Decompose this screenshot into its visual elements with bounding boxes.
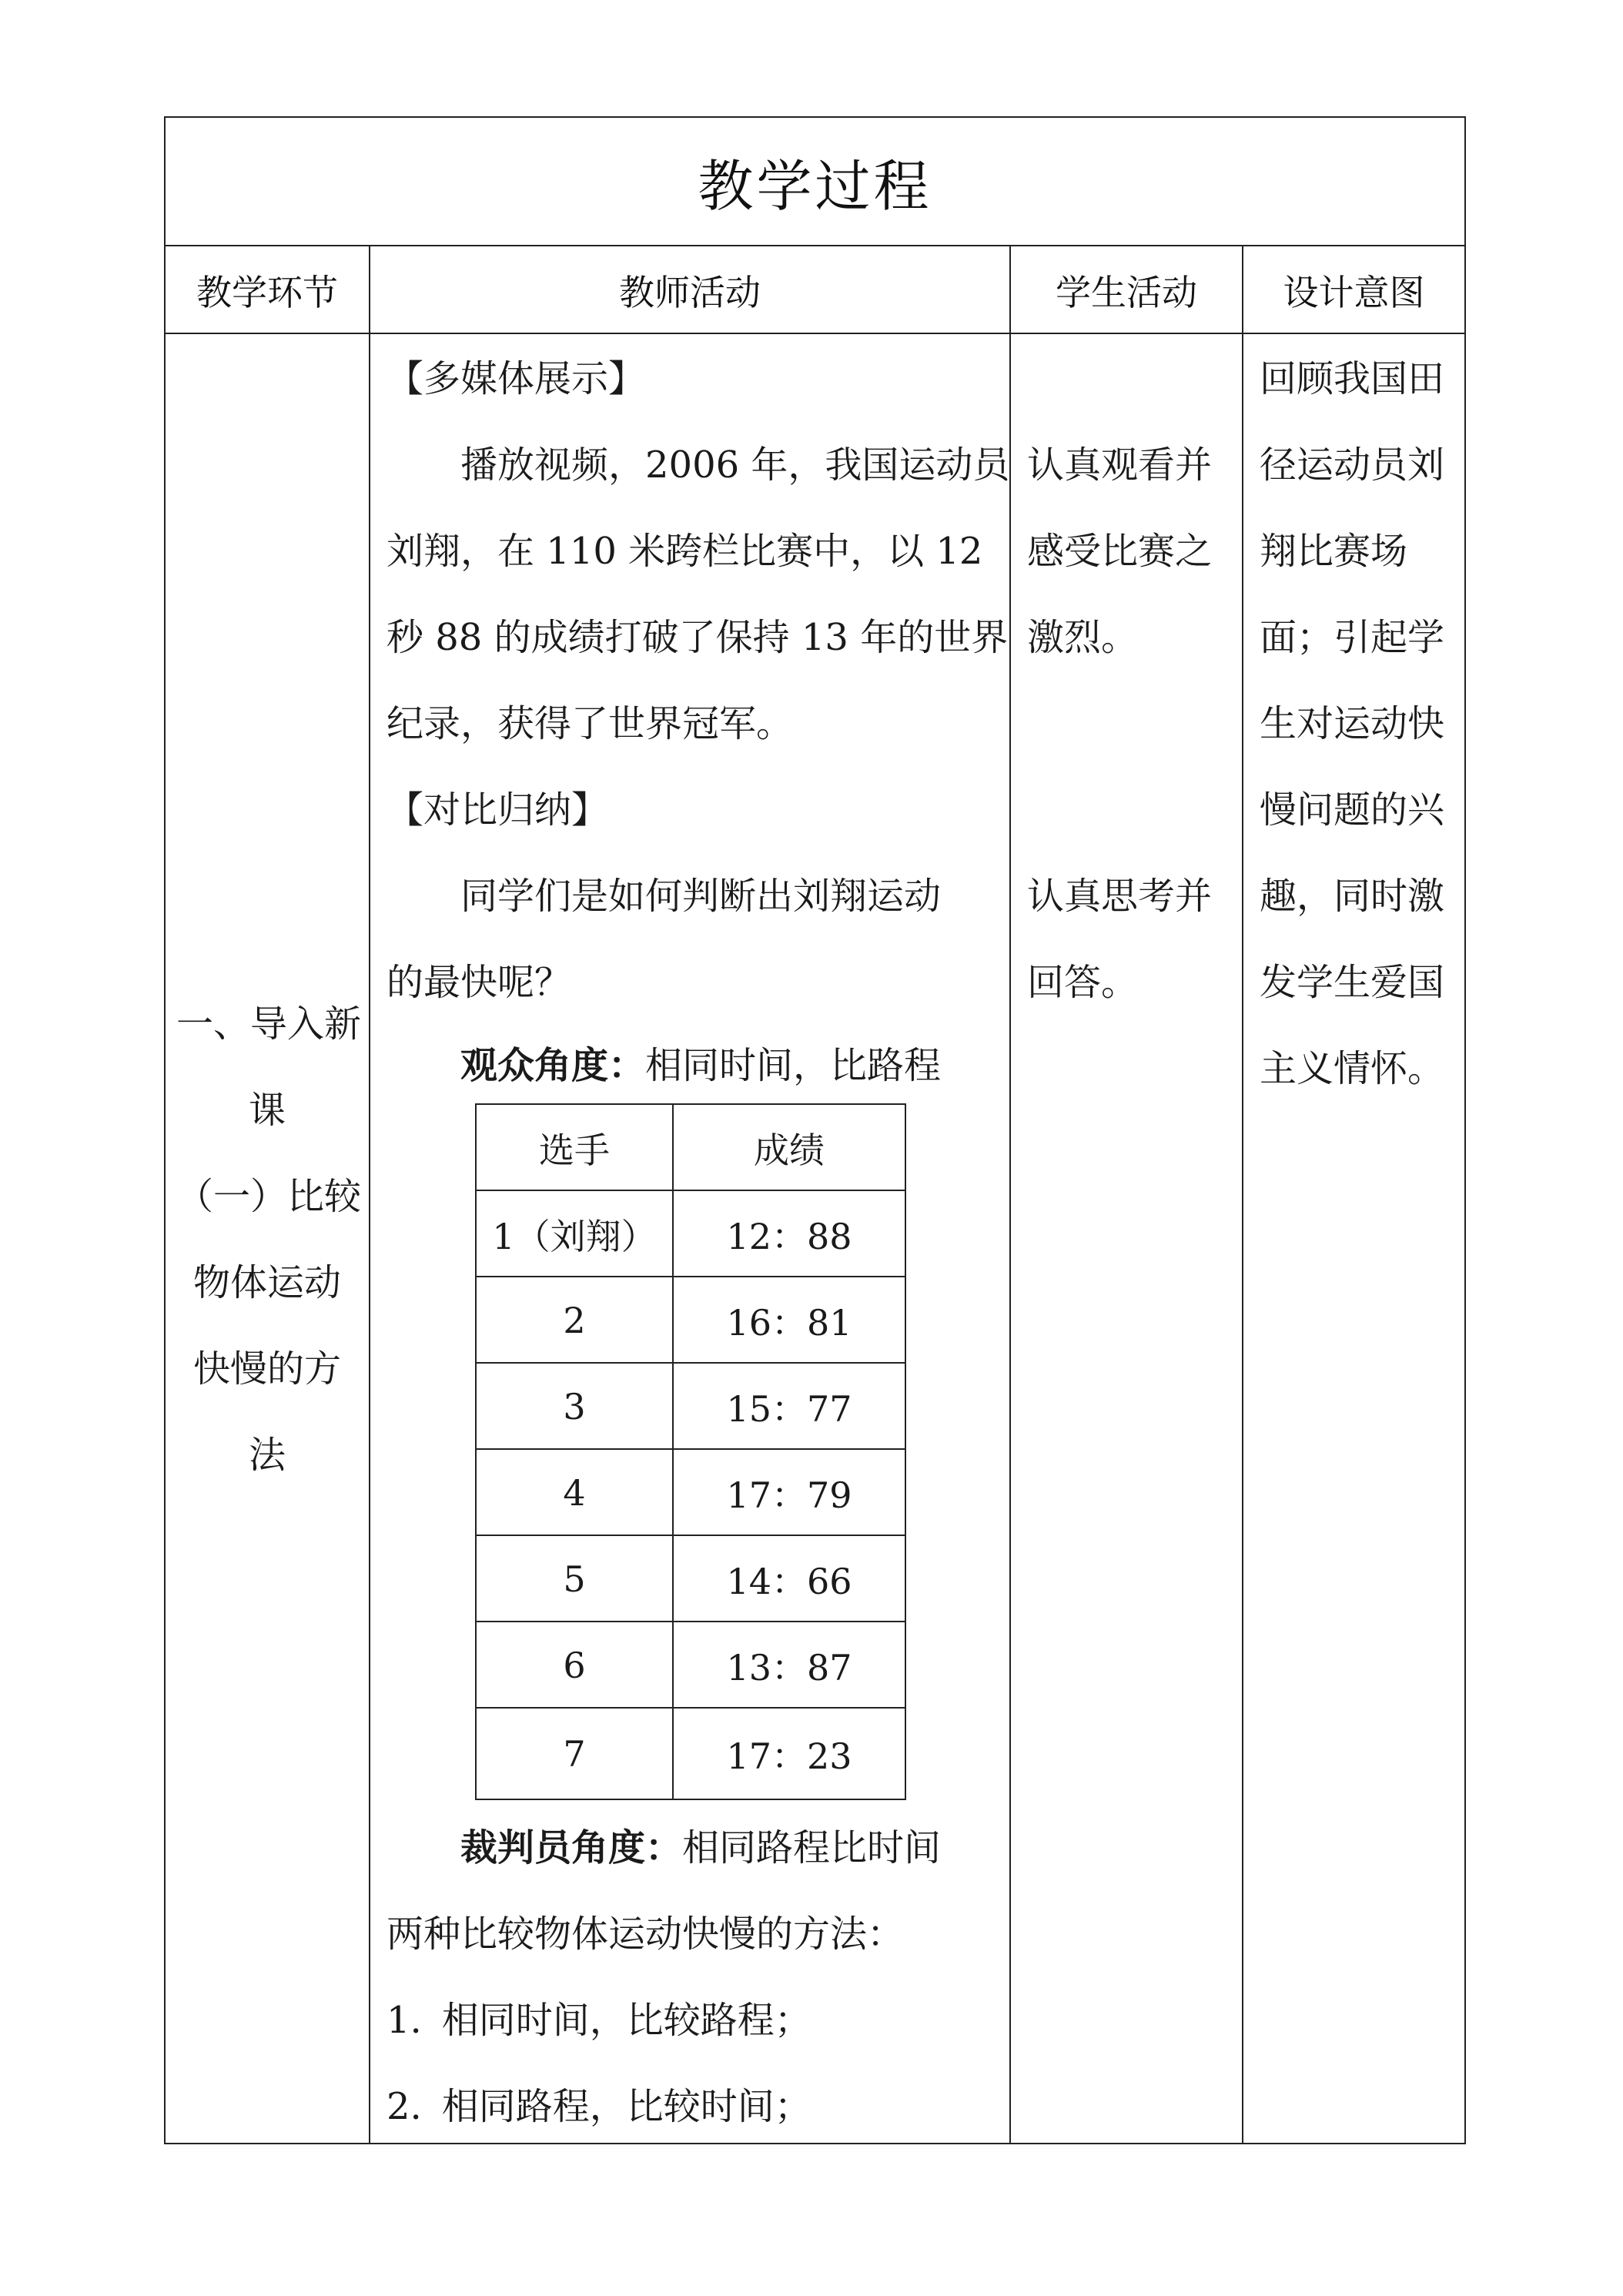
table-header-player: 选手 <box>539 1130 610 1171</box>
header-intent: 设计意图 <box>1283 272 1425 313</box>
column-divider <box>369 245 370 2144</box>
intent-line: 发学生爱国 <box>1260 961 1445 1004</box>
intent-line: 生对运动快 <box>1260 702 1445 745</box>
table-header-score: 成绩 <box>754 1130 825 1171</box>
column-divider <box>1009 245 1011 2144</box>
methods-intro: 两种比较物体运动快慢的方法： <box>387 1913 905 1956</box>
stage-line: 一、导入新 <box>176 1002 362 1046</box>
audience-line <box>460 1044 942 1087</box>
table-cell-score: 17：23 <box>726 1735 852 1777</box>
stage-line: 物体运动 <box>192 1261 341 1304</box>
referee-text: 相同路程比时间 <box>682 1826 942 1869</box>
stage-line: 法 <box>248 1434 286 1477</box>
intent-line: 翔比赛场 <box>1260 530 1408 573</box>
table-cell-score: 16：81 <box>726 1302 852 1344</box>
page-title: 教学过程 <box>698 153 932 219</box>
method-item <box>387 1999 812 2042</box>
table-cell-score: 17：79 <box>726 1474 852 1516</box>
section-heading: 【多媒体展示】 <box>387 357 646 400</box>
audience-label: 观众角度： <box>460 1044 646 1087</box>
table-cell-player: 2 <box>563 1300 586 1341</box>
method-text: 相同时间，比较路程； <box>441 1999 812 2042</box>
intent-line: 慢问题的兴 <box>1260 788 1445 832</box>
paragraph-line: 刘翔，在 110 米跨栏比赛中，以 12 <box>387 530 983 573</box>
table-cell-player: 5 <box>563 1558 586 1600</box>
intent-line: 面；引起学 <box>1260 616 1445 659</box>
paragraph-line: 播放视频，2006 年，我国运动员 <box>460 443 1010 487</box>
column-divider <box>1242 245 1243 2144</box>
table-cell-player: 1（刘翔） <box>492 1216 657 1257</box>
stage-line: （一）比较 <box>176 1175 362 1218</box>
student-line: 认真观看并 <box>1027 443 1213 487</box>
paragraph-line: 的最快呢？ <box>387 961 572 1004</box>
intent-line: 趣，同时激 <box>1260 875 1445 918</box>
section-heading: 【对比归纳】 <box>387 788 609 832</box>
method-text: 相同路程，比较时间； <box>441 2085 812 2128</box>
paragraph-line: 同学们是如何判断出刘翔运动 <box>460 875 942 918</box>
table-cell-player: 3 <box>563 1386 586 1427</box>
student-line: 感受比赛之 <box>1027 530 1213 573</box>
paragraph-line: 纪录，获得了世界冠军。 <box>387 702 794 745</box>
method-item <box>387 2085 812 2128</box>
student-line: 激烈。 <box>1027 616 1139 659</box>
audience-text: 相同时间，比路程 <box>645 1044 942 1087</box>
table-cell-score: 15：77 <box>726 1388 852 1430</box>
referee-label: 裁判员角度： <box>460 1826 683 1869</box>
method-number: 2. <box>387 2085 422 2128</box>
divider <box>164 333 1466 334</box>
table-cell-score: 14：66 <box>726 1561 852 1602</box>
table-cell-player: 6 <box>563 1645 586 1686</box>
stage-line: 课 <box>248 1089 286 1132</box>
divider <box>164 245 1466 246</box>
student-line: 认真思考并 <box>1027 875 1213 918</box>
method-number: 1. <box>387 1999 422 2042</box>
paragraph-line: 秒 88 的成绩打破了保持 13 年的世界 <box>387 616 1009 659</box>
header-stage: 教学环节 <box>196 272 338 313</box>
header-student: 学生活动 <box>1056 272 1197 313</box>
referee-line <box>460 1826 942 1869</box>
intent-line: 回顾我国田 <box>1260 357 1445 400</box>
intent-line: 主义情怀。 <box>1260 1047 1445 1090</box>
header-teacher: 教师活动 <box>619 272 761 313</box>
table-cell-score: 13：87 <box>726 1647 852 1689</box>
stage-line: 快慢的方 <box>192 1347 341 1391</box>
student-line: 回答。 <box>1027 961 1139 1004</box>
table-cell-score: 12：88 <box>726 1216 852 1257</box>
table-cell-player: 4 <box>563 1472 586 1514</box>
table-cell-player: 7 <box>563 1732 586 1775</box>
intent-line: 径运动员刘 <box>1260 443 1445 487</box>
